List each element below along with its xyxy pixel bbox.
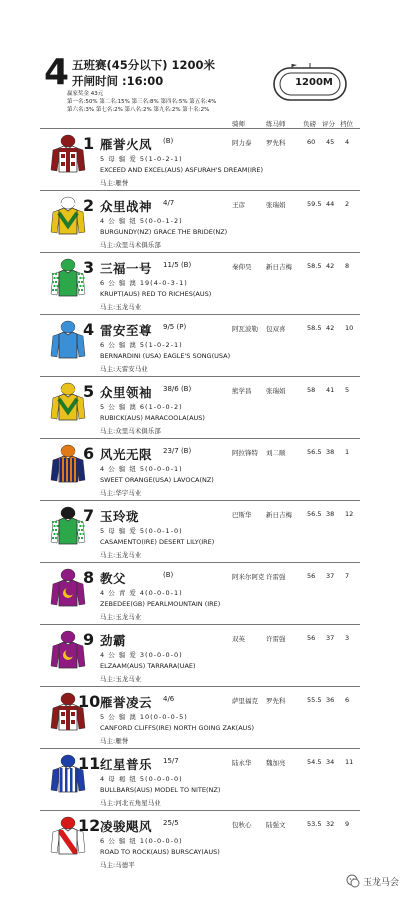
horse-owner: 马主:玉龙马业 — [100, 613, 142, 621]
race-distance: 1200M — [295, 77, 333, 88]
runner-number: 2 — [83, 196, 95, 215]
runner-number: 1 — [83, 134, 95, 153]
horse-rating: 45 — [326, 138, 335, 146]
horse-rating: 44 — [326, 200, 335, 208]
horse-owner: 马主:雁誉 — [100, 179, 129, 187]
horse-tag: 11/5 (B) — [163, 261, 192, 269]
jockey-silk-icon — [50, 444, 86, 496]
col-rating: 评分 — [322, 120, 335, 128]
jockey-name: 阿米尔阿克 — [232, 573, 265, 581]
horse-rating: 37 — [326, 634, 335, 642]
horse-info: 5 母 骝 爱 5(0-0-1-0) — [100, 527, 183, 535]
horse-pedigree: BURGUNDY(NZ) GRACE THE BRIDE(NZ) — [100, 228, 228, 236]
carried-weight: 56.5 — [307, 448, 322, 456]
col-weight: 负磅 — [303, 120, 316, 128]
jockey-name: 王彦 — [232, 201, 245, 209]
horse-tag: (B) — [163, 571, 174, 579]
horse-info: 4 公 骝 爱 3(0-0-0-0) — [100, 651, 183, 659]
horse-pedigree: CASAMENTO(IRE) DESERT LILY(IRE) — [100, 538, 215, 546]
col-draw: 档位 — [340, 120, 353, 128]
runner-row — [40, 562, 360, 624]
carried-weight: 54.5 — [307, 758, 322, 766]
trainer-name: 许雷强 — [266, 573, 286, 581]
horse-tag: 4/7 — [163, 199, 175, 207]
trainer-name: 张瑞娟 — [266, 387, 286, 395]
horse-info: 4 母 褐 纽 5(0-0-0-0) — [100, 775, 183, 783]
horse-owner: 马主:众里马术俱乐部 — [100, 427, 161, 435]
runner-list — [40, 128, 360, 872]
carried-weight: 58.5 — [307, 262, 322, 270]
carried-weight: 56 — [307, 634, 316, 642]
horse-name: 众里领袖 — [100, 385, 153, 400]
barrier-draw: 12 — [345, 510, 354, 518]
horse-name: 三福一号 — [100, 261, 153, 276]
runner-number: 10 — [78, 692, 101, 711]
barrier-draw: 1 — [345, 448, 350, 456]
horse-rating: 41 — [326, 386, 335, 394]
jockey-silk-icon — [50, 506, 86, 558]
jockey-silk-icon — [50, 196, 86, 248]
jockey-name: 包秋心 — [232, 821, 252, 829]
runner-row — [40, 190, 360, 252]
horse-name: 教父 — [100, 571, 127, 586]
horse-owner: 马主:河北五角星马业 — [100, 799, 161, 807]
horse-pedigree: CANFORD CLIFFS(IRE) NORTH GOING ZAK(AUS) — [100, 724, 255, 732]
horse-pedigree: BERNARDINI (USA) EAGLE'S SONG(USA) — [100, 352, 231, 360]
barrier-draw: 8 — [345, 262, 350, 270]
jockey-silk-icon — [50, 320, 86, 372]
runner-row — [40, 810, 360, 872]
horse-rating: 34 — [326, 758, 335, 766]
horse-info: 6 公 骝 纽 1(0-0-0-0) — [100, 837, 183, 845]
horse-owner: 马主:雁誉 — [100, 737, 129, 745]
runner-row — [40, 500, 360, 562]
trainer-name: 包双喜 — [266, 325, 286, 333]
carried-weight: 60 — [307, 138, 316, 146]
jockey-name: 阿拉锋特 — [232, 449, 258, 457]
horse-pedigree: ZEBEDEE(GB) PEARLMOUNTAIN (IRE) — [100, 600, 221, 608]
horse-owner: 马主:天雷安马业 — [100, 365, 148, 373]
horse-owner: 马主:众里马术俱乐部 — [100, 241, 161, 249]
prize-line-1: 赢家奖金 43元 — [67, 91, 104, 97]
jockey-name: 巴斯华 — [232, 511, 252, 519]
race-header — [0, 0, 409, 125]
horse-pedigree: EXCEED AND EXCEL(AUS) ASFURAH'S DREAM(IRE) — [100, 166, 264, 174]
runner-number: 4 — [83, 320, 95, 339]
runner-row — [40, 438, 360, 500]
horse-pedigree: BULLBARS(AUS) MODEL TO NITE(NZ) — [100, 786, 221, 794]
horse-pedigree: KRUPT(AUS) RED TO RICHES(AUS) — [100, 290, 212, 298]
race-number: 4 — [44, 52, 70, 93]
horse-rating: 38 — [326, 510, 335, 518]
runner-number: 5 — [83, 382, 95, 401]
runner-row — [40, 686, 360, 748]
prize-line-3: 第六名:3% 第七名:2% 第八名:2% 第九名:2% 第十名:2% — [67, 107, 210, 113]
runner-number: 7 — [83, 506, 95, 525]
horse-name: 雁誉凌云 — [100, 695, 153, 710]
horse-name: 众里战神 — [100, 199, 153, 214]
jockey-silk-icon — [50, 382, 86, 434]
horse-owner: 马主:玉龙马业 — [100, 303, 142, 311]
horse-pedigree: SWEET ORANGE(USA) LAVOCA(NZ) — [100, 476, 214, 484]
trainer-name: 刘二顺 — [266, 449, 286, 457]
footer-brand: 玉龙马会 — [363, 878, 400, 888]
barrier-draw: 11 — [345, 758, 354, 766]
trainer-name: 新日吉梅 — [266, 263, 292, 271]
horse-rating: 42 — [326, 324, 335, 332]
horse-owner: 马主:玉龙马业 — [100, 675, 142, 683]
runner-number: 12 — [78, 816, 101, 835]
jockey-name: 熊学昌 — [232, 387, 252, 395]
carried-weight: 55.5 — [307, 696, 322, 704]
jockey-name: 双英 — [232, 635, 245, 643]
wechat-logo-icon — [346, 874, 360, 888]
horse-info: 4 公 骝 纽 5(0-0-1-2) — [100, 217, 183, 225]
trainer-name: 魏加亮 — [266, 759, 286, 767]
trainer-name: 罗先科 — [266, 139, 286, 147]
horse-info: 5 公 骝 澳 6(1-0-0-2) — [100, 403, 183, 411]
carried-weight: 53.5 — [307, 820, 322, 828]
runner-row — [40, 128, 360, 190]
runner-row — [40, 376, 360, 438]
horse-name: 雁誉火凤 — [100, 137, 153, 152]
horse-tag: (B) — [163, 137, 174, 145]
runner-number: 11 — [78, 754, 101, 773]
runner-number: 9 — [83, 630, 95, 649]
runner-number: 6 — [83, 444, 95, 463]
horse-info: 6 公 骝 澳 5(1-0-2-1) — [100, 341, 183, 349]
jockey-name: 阿瓦波勒 — [232, 325, 258, 333]
barrier-draw: 10 — [345, 324, 354, 332]
horse-tag: 25/5 — [163, 819, 179, 827]
horse-name: 风光无限 — [100, 447, 153, 462]
runner-number: 8 — [83, 568, 95, 587]
col-trainer: 练马师 — [266, 120, 286, 128]
horse-info: 4 公 骝 纽 5(0-0-0-1) — [100, 465, 183, 473]
race-title: 五班赛(45分以下) 1200米 — [72, 58, 216, 72]
jockey-silk-icon — [50, 134, 86, 186]
carried-weight: 56.5 — [307, 510, 322, 518]
track-distance-badge — [272, 62, 348, 106]
horse-pedigree: ELZAAM(AUS) TARRARA(UAE) — [100, 662, 196, 670]
horse-tag: 9/5 (P) — [163, 323, 187, 331]
jockey-name: 阿力泰 — [232, 139, 252, 147]
jockey-name: 陆永华 — [232, 759, 252, 767]
barrier-draw: 5 — [345, 386, 350, 394]
horse-rating: 37 — [326, 572, 335, 580]
horse-tag: 23/7 (B) — [163, 447, 192, 455]
col-jockey: 骑师 — [232, 120, 245, 128]
jockey-silk-icon — [50, 258, 86, 310]
trainer-name: 张瑞娟 — [266, 201, 286, 209]
horse-rating: 42 — [326, 262, 335, 270]
horse-info: 5 公 骝 澳 10(0-0-0-5) — [100, 713, 188, 721]
prize-line-2: 第一名:50% 第二名:15% 第三名:8% 第四名:5% 第五名:4% — [67, 99, 217, 105]
horse-info: 4 公 青 爱 4(0-0-0-1) — [100, 589, 183, 597]
runner-row — [40, 252, 360, 314]
barrier-draw: 2 — [345, 200, 350, 208]
horse-rating: 32 — [326, 820, 335, 828]
trainer-name: 许雷强 — [266, 635, 286, 643]
horse-owner: 马主:玉龙马业 — [100, 551, 142, 559]
barrier-draw: 7 — [345, 572, 350, 580]
runner-number: 3 — [83, 258, 95, 277]
trainer-name: 罗先科 — [266, 697, 286, 705]
carried-weight: 59.5 — [307, 200, 322, 208]
horse-name: 红星普乐 — [100, 757, 153, 772]
carried-weight: 58.5 — [307, 324, 322, 332]
horse-owner: 马主:马德平 — [100, 861, 135, 869]
carried-weight: 58 — [307, 386, 316, 394]
horse-rating: 36 — [326, 696, 335, 704]
runner-row — [40, 624, 360, 686]
trainer-name: 陆强文 — [266, 821, 286, 829]
horse-name: 劲霸 — [100, 633, 127, 648]
horse-rating: 38 — [326, 448, 335, 456]
horse-info: 5 母 骝 爱 5(1-0-2-1) — [100, 155, 183, 163]
horse-name: 凌骏飓风 — [100, 819, 153, 834]
jockey-silk-icon — [50, 568, 86, 620]
jockey-name: 秦仰昊 — [232, 263, 252, 271]
horse-name: 玉玲珑 — [100, 509, 140, 524]
barrier-draw: 3 — [345, 634, 350, 642]
race-start-time: 开闸时间 :16:00 — [72, 74, 164, 88]
runner-row — [40, 314, 360, 376]
horse-tag: 15/7 — [163, 757, 179, 765]
horse-owner: 马主:华宇马业 — [100, 489, 142, 497]
jockey-silk-icon — [50, 630, 86, 682]
carried-weight: 56 — [307, 572, 316, 580]
barrier-draw: 9 — [345, 820, 350, 828]
horse-pedigree: ROAD TO ROCK(AUS) BURSCAY(AUS) — [100, 848, 220, 856]
runner-row — [40, 748, 360, 810]
horse-name: 雷安至尊 — [100, 323, 153, 338]
horse-tag: 4/6 — [163, 695, 175, 703]
horse-tag: 38/6 (B) — [163, 385, 192, 393]
jockey-name: 萨里福克 — [232, 697, 258, 705]
horse-info: 6 公 骝 澳 19(4-0-3-1) — [100, 279, 188, 287]
horse-pedigree: RUBICK(AUS) MARACOOLA(AUS) — [100, 414, 205, 422]
barrier-draw: 4 — [345, 138, 350, 146]
trainer-name: 新日吉梅 — [266, 511, 292, 519]
barrier-draw: 6 — [345, 696, 350, 704]
